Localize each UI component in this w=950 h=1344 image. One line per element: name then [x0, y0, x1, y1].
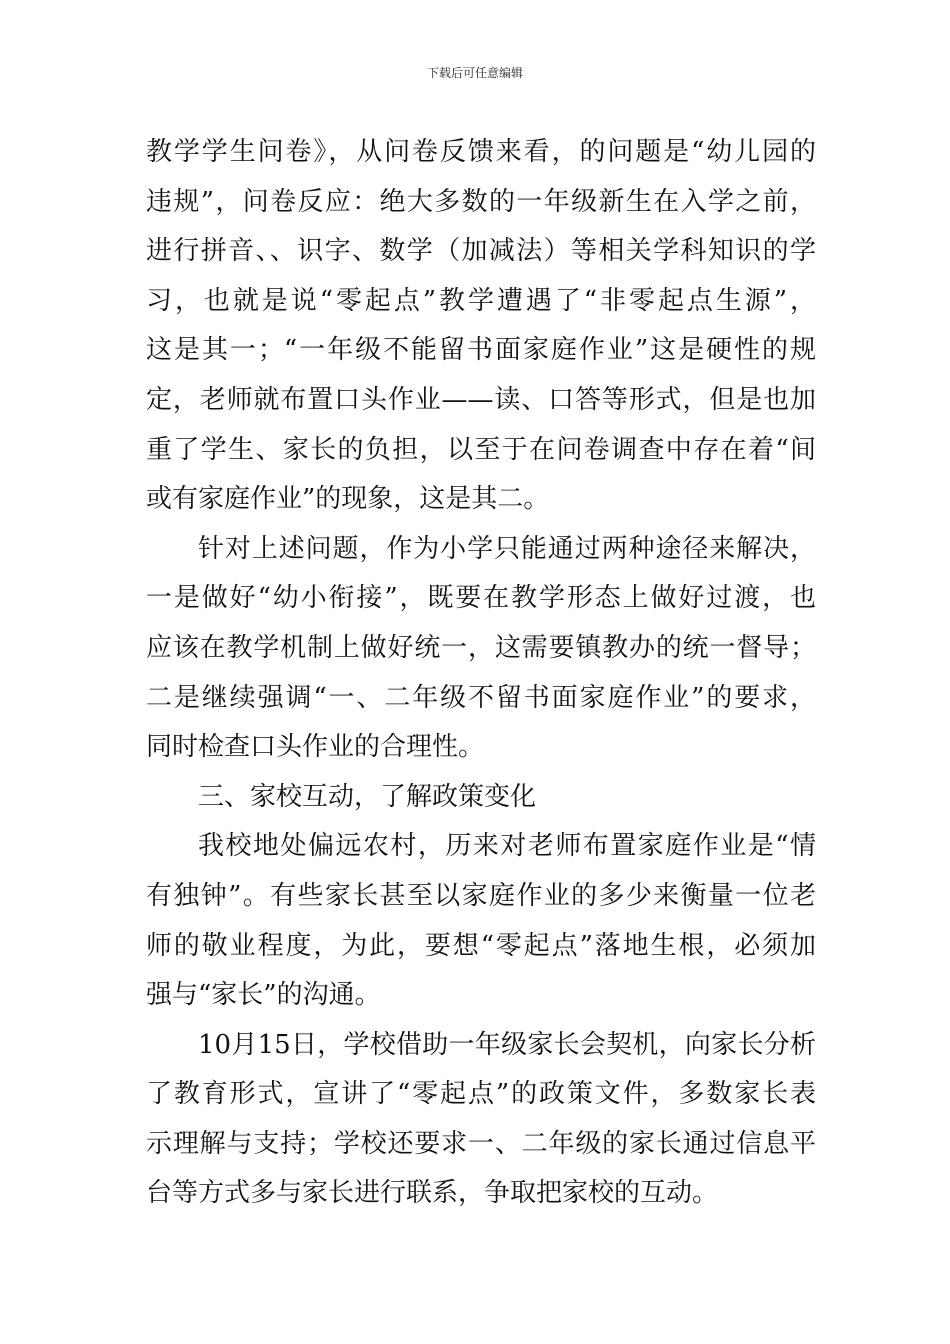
text-line: 二是继续强调“一、二年级不留书面家庭作业”的要求， [146, 682, 816, 713]
text-line: 强与“家长”的沟通。 [146, 980, 381, 1011]
text-line: 应该在教学机制上做好统一，这需要镇教办的统一督导； [146, 632, 816, 663]
document-body [146, 128, 816, 1219]
text-line: 重了学生、家长的负担，以至于在问卷调查中存在着“间 [146, 434, 816, 465]
text-line: 示理解与支持；学校还要求一、二年级的家长通过信息平 [146, 1128, 816, 1159]
text-line: 有独钟”。有些家长甚至以家庭作业的多少来衡量一位老 [146, 880, 816, 911]
text-line: 违规”，问卷反应：绝大多数的一年级新生在入学之前， [146, 186, 816, 217]
text-line: 教学学生问卷》，从问卷反馈来看，的问题是“幼儿园的 [146, 137, 816, 167]
paragraph-start-line: 我校地处偏远农村，历来对老师布置家庭作业是“情 [198, 831, 816, 862]
section-heading: 三、家校互动，了解政策变化 [198, 781, 537, 812]
text-line: 同时检查口头作业的合理性。 [146, 732, 485, 763]
paragraph-start-line: 针对上述问题，作为小学只能通过两种途径来解决， [198, 533, 816, 564]
text-line: 一是做好“幼小衔接”，既要在教学形态上做好过渡，也 [146, 583, 816, 614]
paragraph-start-line: 10月15日，学校借助一年级家长会契机，向家长分析 [198, 1029, 816, 1060]
text-line: 或有家庭作业”的现象，这是其二。 [146, 484, 550, 515]
text-line: 师的敬业程度，为此，要想“零起点”落地生根，必须加 [146, 930, 816, 961]
text-line: 台等方式多与家长进行联系，争取把家校的互动。 [146, 1178, 719, 1209]
text-line: 了教育形式，宣讲了“零起点”的政策文件，多数家长表 [146, 1079, 816, 1110]
text-line: 进行拼音、、识字、数学（加减法）等相关学科知识的学 [146, 236, 816, 267]
text-line: 这是其一；“一年级不能留书面家庭作业”这是硬性的规 [146, 335, 816, 366]
text-line: 定，老师就布置口头作业——读、口答等形式，但是也加 [146, 384, 816, 415]
page-header-note: 下载后可任意编辑 [426, 66, 523, 80]
text-line: 习，也就是说“零起点”教学遭遇了“非零起点生源”， [146, 285, 816, 316]
